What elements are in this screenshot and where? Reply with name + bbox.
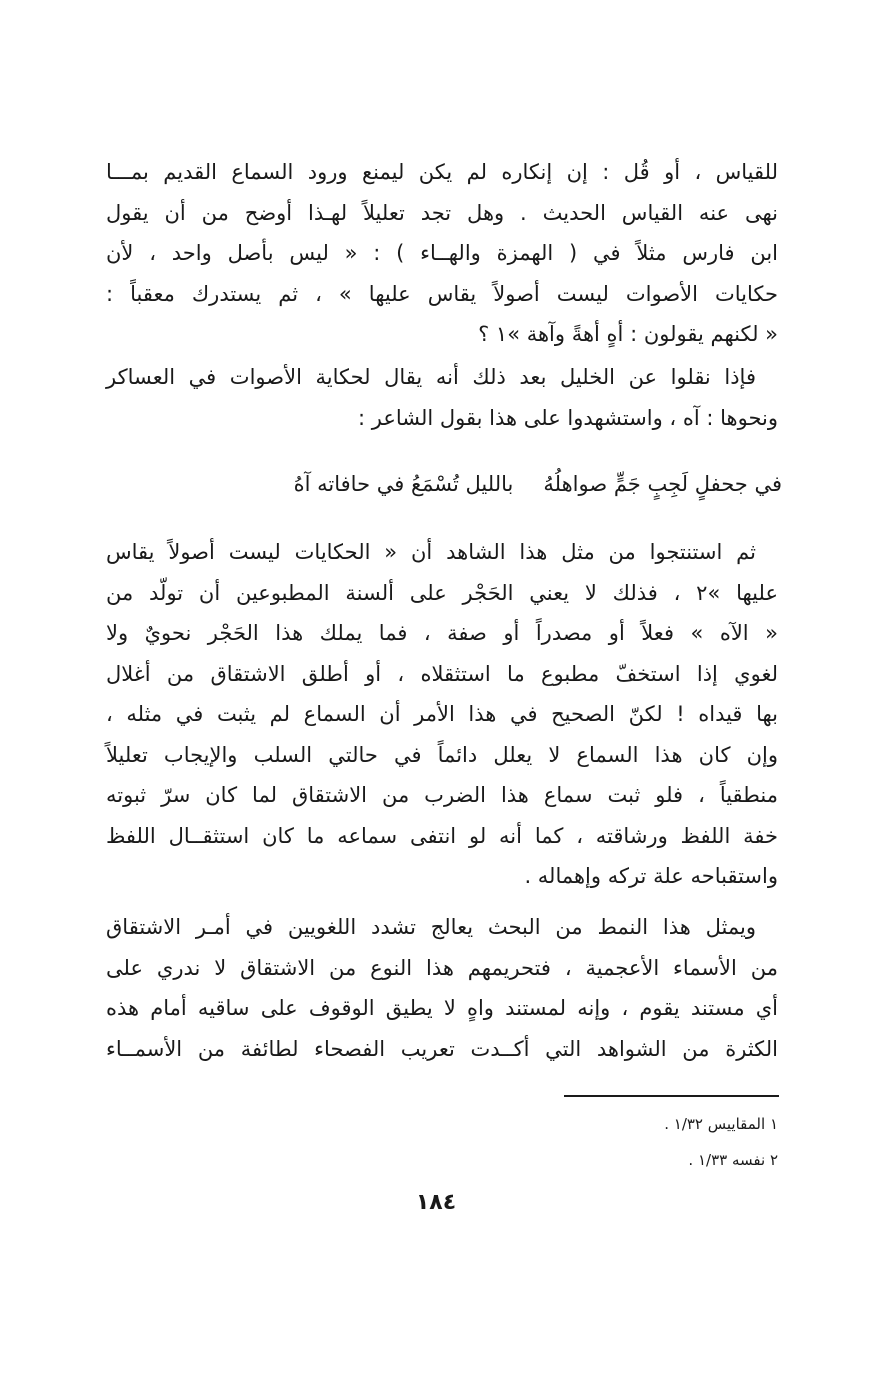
text-line: خفة اللفظ ورشاقته ، كما أنه لو انتفى سماعه ما كان استثقــال اللفظ (106, 823, 778, 848)
footnotes (500, 1106, 778, 1178)
text-line: نهى عنه القياس الحديث . وهل تجد تعليلاً لهـذا أوضح من أن يقول (106, 200, 778, 225)
paragraph-4 (106, 907, 778, 1069)
footnote-2: ٢ نفسه ١/٣٣ . (688, 1151, 778, 1169)
paragraph-2 (106, 357, 778, 438)
text-line: وإن كان هذا السماع لا يعلل دائماً في حالتي السلب والإيجاب تعليلاً (106, 742, 778, 767)
text-line: حكايات الأصوات ليست أصولاً يقاس عليها » ، ثم يستدرك معقباً : (106, 281, 778, 306)
text-line: أي مستند يقوم ، وإنه لمستند واهٍ لا يطيق الوقوف على ساقيه أمام هذه (106, 996, 778, 1020)
verse-first-hemistich: في جحفلٍ لَجِبٍ جَمٍّ صواهلُهُ (543, 472, 782, 496)
poetry-verse (130, 464, 782, 504)
footnote-1: ١ المقاييس ١/٣٢ . (664, 1115, 778, 1133)
verse-second-hemistich: بالليل تُسْمَعُ في حافاته آهُ (293, 472, 514, 496)
text-line: « لكنهم يقولون : أهٍ أهةً وآهة »١ ؟ (478, 322, 778, 346)
text-line: عليها »٢ ، فذلك لا يعني الحَجْر على ألسنة المطبوعين أن تولّد من (106, 580, 778, 605)
text-line: لغوي إذا استخفّ مطبوع ما استثقلاه ، أو أطلق الاشتقاق من أغلال (106, 661, 778, 686)
text-line: منطقياً ، فلو ثبت سماع هذا الضرب من الاشتقاق لما كان سرّ ثبوته (106, 783, 778, 807)
text-line: الكثرة من الشواهد التي أكــدت تعريب الفصحاء لطائفة من الأسمــاء (106, 1036, 778, 1061)
text-line: ويمثل هذا النمط من البحث يعالج تشدد اللغويين في أمـر الاشتقاق (106, 915, 756, 939)
paragraph-1 (106, 152, 778, 355)
paragraph-3 (106, 532, 778, 897)
text-line: ابن فارس مثلاً في ( الهمزة والهــاء ) : « ليس بأصل واحد ، لأن (106, 241, 778, 265)
text-line: للقياس ، أو قُل : إن إنكاره لم يكن ليمنع ورود السماع القديم بمـــا (106, 160, 778, 184)
text-line: واستقباحه علة تركه وإهماله . (524, 864, 778, 888)
text-line: « الآه » فعلاً أو مصدراً أو صفة ، فما يملك هذا الحَجْر نحويٌ ولا (106, 621, 778, 645)
text-line: بها قيداه ! لكنّ الصحيح في هذا الأمر أن السماع لم يثبت في مثله ، (106, 702, 778, 726)
text-line: ثم استنتجوا من مثل هذا الشاهد أن « الحكايات ليست أصولاً يقاس (106, 540, 756, 564)
text-line: من الأسماء الأعجمية ، فتحريمهم هذا النوع من الاشتقاق لا ندري على (106, 955, 778, 980)
page-number: ١٨٤ (415, 1190, 457, 1215)
text-line: ونحوها : آه ، واستشهدوا على هذا بقول الشاعر : (358, 405, 778, 430)
text-line: فإذا نقلوا عن الخليل بعد ذلك أنه يقال لحكاية الأصوات في العساكر (106, 365, 756, 389)
footnote-divider (564, 1095, 779, 1097)
